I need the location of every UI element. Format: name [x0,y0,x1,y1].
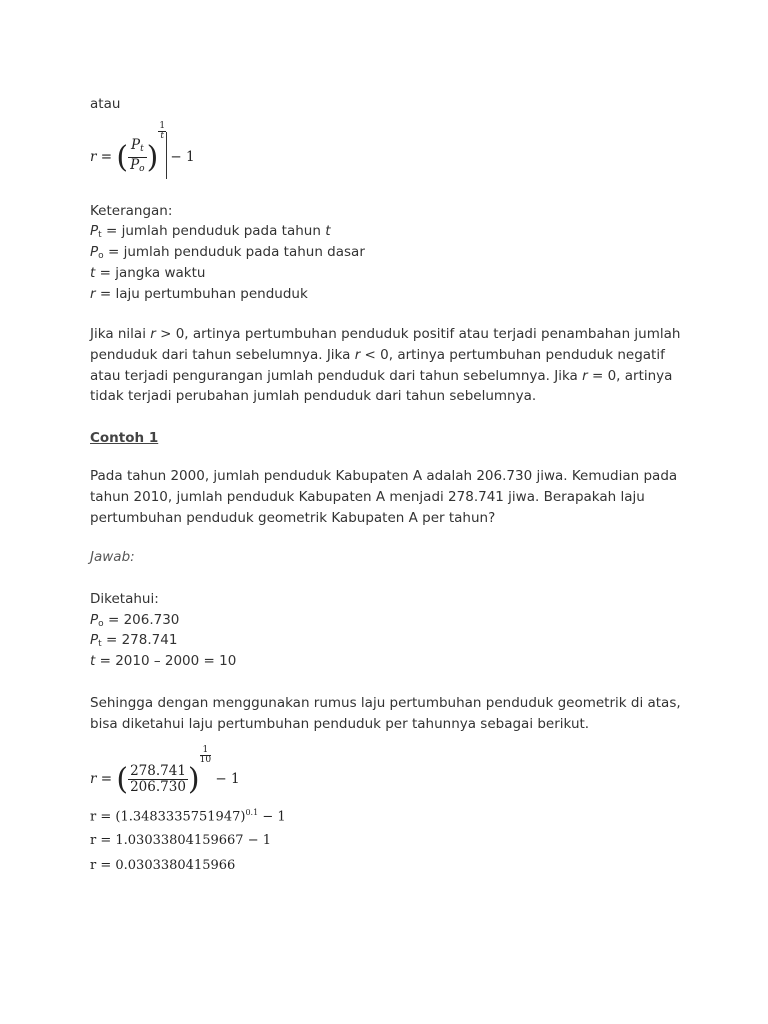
diketahui-pt: $P_t = 278.741$ [90,632,178,649]
keterangan-item-t: t = jangka waktu [90,265,206,281]
jawab-label: Jawab: [90,549,135,565]
explanation-paragraph: Jika nilai r > 0, artinya pertumbuhan penduduk positif atau terjadi penambahan jumlah penduduk dari tahun sebelumnya. Jika r < 0, artinya pertumbuhan penduduk negatif atau terjadi pengurangan jumlah penduduk dari tahun sebelumnya. Jika r = 0, artinya tidak terjadi perubahan jumlah penduduk dari tahun sebelumnya. [90,326,681,405]
calc-line-2: $r = (1.3483335751947)^{0.1} - 1$ [90,808,286,825]
calc-line-3: r = 1.03033804159667 − 1 [90,833,271,848]
formula-lhs: r = [90,149,113,165]
example-heading: Contoh 1 [90,430,159,446]
diketahui-po: $P_o = 206.730$ [90,612,180,629]
diketahui-title: Diketahui: [90,591,159,607]
formula-exponent: $\frac{1}{t}$ [159,121,166,141]
example-question: Pada tahun 2000, jumlah penduduk Kabupaten A adalah 206.730 jiwa. Kemudian pada tahun 2010, jumlah penduduk Kabupaten A menjadi 278.741 jiwa. Berapakah laju pertumbuhan penduduk geometrik Kabupaten A per tahun? [90,468,678,526]
formula-rest: − 1 [170,149,195,165]
keterangan-item-po: $P_o$ = jumlah penduduk pada tahun dasar [90,244,365,261]
keterangan-title: Keterangan: [90,203,173,219]
atau-text: atau [90,96,121,112]
diketahui-t: t = 2010 – 2000 = 10 [90,653,237,669]
text-cursor [166,132,167,179]
growth-rate-formula: r = ( $\frac{P_t}{P_o}$ ) $\frac{1}{t}$ − 1 [90,121,195,175]
calc-line-4: r = 0.0303380415966 [90,858,236,873]
formula-fraction: $\frac{P_t}{P_o}$ [130,137,145,174]
keterangan-item-pt: $P_t$ = jumlah penduduk pada tahun t [90,223,331,240]
keterangan-item-r: r = laju pertumbuhan penduduk [90,286,308,302]
calc-line-1: r = ( $\frac{278.741}{206.730}$ ) $\frac{1}{10}$ − 1 [90,745,240,797]
sehingga-paragraph: Sehingga dengan menggunakan rumus laju pertumbuhan penduduk geometrik di atas, bisa diketahui laju pertumbuhan penduduk per tahunnya sebagai berikut. [90,695,681,732]
